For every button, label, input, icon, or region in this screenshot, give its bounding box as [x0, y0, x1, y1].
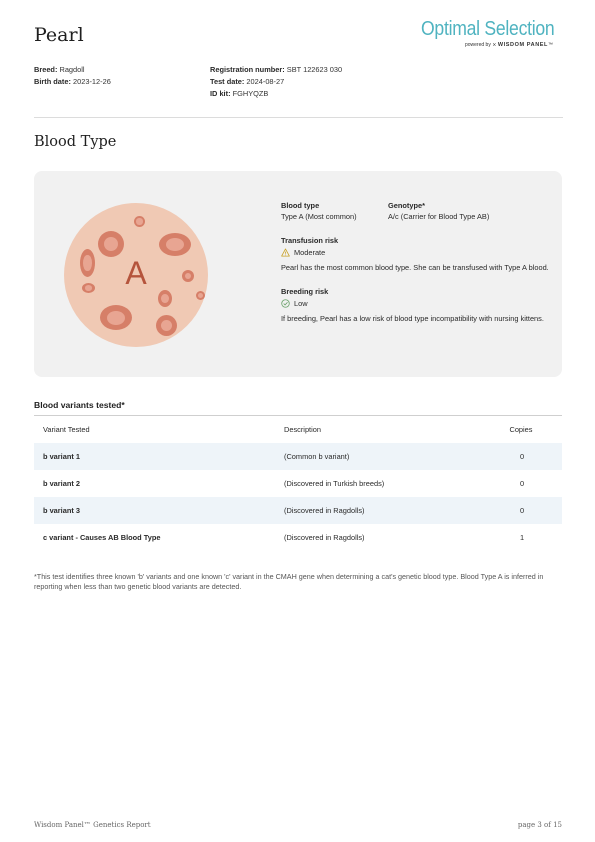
blood-type-genotype-row	[281, 200, 551, 224]
blood-type-letter: A	[125, 255, 147, 291]
variant-description: (Discovered in Ragdolls)	[284, 533, 365, 542]
transfusion-text: Pearl has the most common blood type. She can be transfused with Type A blood.	[281, 263, 549, 272]
blood-type-label: Blood type	[281, 201, 320, 210]
variant-name: b variant 2	[43, 479, 80, 488]
red-blood-cell	[100, 305, 132, 330]
header-divider	[34, 117, 563, 118]
registration-row	[210, 64, 342, 76]
table-header-row	[34, 415, 562, 443]
red-blood-cell	[196, 291, 205, 300]
variant-copies: 0	[519, 452, 525, 461]
footer-page-number: page 3 of 15	[517, 821, 562, 829]
breeding-label: Breeding risk	[281, 287, 329, 296]
section-title: Blood Type	[34, 134, 117, 150]
breed-row	[34, 64, 111, 76]
check-circle-icon	[281, 299, 290, 308]
logo-tm: ™	[548, 42, 553, 48]
variant-name: b variant 3	[43, 506, 80, 515]
table-row	[34, 443, 562, 470]
pet-info-right	[210, 64, 342, 100]
optimal-selection-logo	[403, 18, 553, 48]
wisdom-panel-logo-icon: ⨯	[492, 42, 497, 48]
blood-cell-illustration	[64, 203, 208, 347]
kit-id-row	[210, 88, 342, 100]
footnote: *This test identifies three known 'b' variants and one known 'c' variant in the CMAH gene when determining a cat's genetic blood type. Blood Type A is inferred in reporting when less than two genetic blood variants are detected.	[34, 572, 544, 591]
blood-type-card	[34, 171, 562, 377]
logo-powered-text: powered by	[464, 42, 491, 48]
logo-brand: WISDOM PANEL	[497, 42, 548, 48]
variant-name: c variant - Causes AB Blood Type	[43, 533, 161, 542]
logo-subtitle	[403, 42, 553, 48]
transfusion-label: Transfusion risk	[281, 236, 339, 245]
variants-table	[34, 415, 562, 551]
red-blood-cell	[156, 315, 177, 336]
test-date-value: 2024-08-27	[246, 77, 285, 86]
birth-date-label: Birth date:	[34, 77, 71, 86]
header-description: Description	[284, 425, 321, 434]
birth-date-row	[34, 76, 111, 88]
warning-triangle-icon	[281, 248, 290, 257]
variant-copies: 0	[519, 506, 525, 515]
variant-description: (Discovered in Ragdolls)	[284, 506, 365, 515]
breeding-block	[281, 286, 551, 324]
breeding-text: If breeding, Pearl has a low risk of blood type incompatibility with nursing kittens.	[281, 314, 544, 323]
red-blood-cell	[159, 233, 191, 256]
birth-date-value: 2023-12-26	[73, 77, 111, 86]
blood-type-value: Type A (Most common)	[281, 212, 357, 221]
registration-value: SBT 122623 030	[286, 65, 343, 74]
table-row	[34, 524, 562, 551]
genotype-value: A/c (Carrier for Blood Type AB)	[388, 212, 490, 221]
breed-value: Ragdoll	[59, 65, 85, 74]
variant-description: (Discovered in Turkish breeds)	[284, 479, 385, 488]
test-date-row	[210, 76, 342, 88]
header-copies: Copies	[509, 425, 533, 434]
table-row	[34, 497, 562, 524]
red-blood-cell	[158, 290, 172, 307]
registration-label: Registration number:	[210, 65, 285, 74]
kit-id-label: ID kit:	[210, 89, 231, 98]
kit-id-value: FGHYQZB	[232, 89, 269, 98]
transfusion-level-row	[281, 247, 551, 258]
variant-copies: 1	[519, 533, 525, 542]
header-variant: Variant Tested	[43, 425, 90, 434]
red-blood-cell	[134, 216, 145, 227]
breeding-level-row	[281, 298, 551, 309]
footer-report-name: Wisdom Panel™ Genetics Report	[34, 821, 151, 829]
pet-info-left	[34, 64, 111, 88]
breeding-level: Low	[294, 299, 308, 308]
variant-copies: 0	[519, 479, 525, 488]
transfusion-level: Moderate	[294, 248, 326, 257]
table-row	[34, 470, 562, 497]
breed-label: Breed:	[34, 65, 58, 74]
logo-title: Optimal Selection	[421, 18, 555, 40]
variant-description: (Common b variant)	[284, 452, 350, 461]
red-blood-cell	[98, 231, 124, 257]
genotype-label: Genotype*	[388, 201, 425, 210]
transfusion-block	[281, 235, 551, 273]
variants-title: Blood variants tested*	[34, 400, 125, 410]
genotype-block	[388, 200, 489, 222]
pet-name: Pearl	[34, 24, 84, 46]
variant-name: b variant 1	[43, 452, 80, 461]
test-date-label: Test date:	[210, 77, 245, 86]
blood-type-details	[281, 200, 551, 324]
